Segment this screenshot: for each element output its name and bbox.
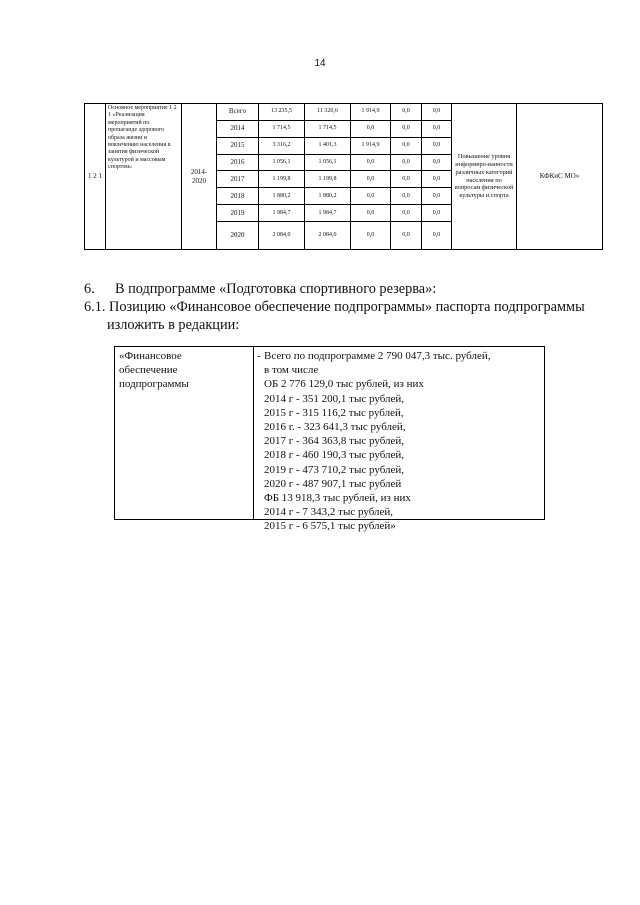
expected-result: Повышение уровня информиро-ванности различных категорий населения по вопросам физической культуры и спорта (452, 104, 517, 250)
financing-line: 2017 г - 364 363,8 тыс рублей, (264, 435, 405, 448)
row-value-fb: 0,0 (391, 154, 422, 171)
row-value-fb: 0,0 (391, 205, 422, 222)
row-value-other: 0,0 (422, 120, 452, 137)
row-value-total: 1 714,5 (259, 120, 305, 137)
row-value-total: 1 880,2 (259, 188, 305, 205)
financing-line: 2015 г - 315 116,2 тыс рублей, (264, 406, 404, 419)
financing-label (119, 349, 244, 391)
financing-label-line: «Финансовое (119, 350, 182, 362)
row-value-mo: 1 714,5 (305, 120, 351, 137)
financing-line: 2016 г. - 323 641,3 тыс рублей, (264, 421, 406, 434)
row-value-mo: 1 984,7 (305, 205, 351, 222)
row-value-ob: 0,0 (351, 154, 391, 171)
section-6-1 (84, 299, 585, 316)
row-year: 2018 (217, 188, 259, 205)
row-value-fb: 0,0 (391, 104, 422, 121)
funding-table (84, 103, 603, 250)
row-value-total: 3 316,2 (259, 137, 305, 154)
row-year: 2020 (217, 222, 259, 250)
row-value-fb: 0,0 (391, 222, 422, 250)
row-year: 2019 (217, 205, 259, 222)
row-value-fb: 0,0 (391, 171, 422, 188)
row-year: 2017 (217, 171, 259, 188)
row-value-mo: 1 056,1 (305, 154, 351, 171)
financing-line: 2019 г - 473 710,2 тыс рублей, (264, 463, 405, 476)
section-6 (84, 281, 436, 298)
row-year: Всего (217, 104, 259, 121)
financing-line: Всего по подпрограмме 2 790 047,3 тыс. рублей, (264, 350, 491, 362)
row-value-mo: 1 199,8 (305, 171, 351, 188)
row-value-fb: 0,0 (391, 120, 422, 137)
row-value-total: 13 235,5 (259, 104, 305, 121)
financing-details (264, 349, 539, 534)
page-number: 14 (314, 58, 326, 69)
financing-line: ОБ 2 776 129,0 тыс рублей, из них (264, 378, 424, 391)
row-value-total: 2 084,0 (259, 222, 305, 250)
row-value-other: 0,0 (422, 222, 452, 250)
row-value-ob: 0,0 (351, 222, 391, 250)
column-divider (253, 347, 254, 519)
row-year: 2016 (217, 154, 259, 171)
row-value-ob: 0,0 (351, 120, 391, 137)
row-value-mo: 1 880,2 (305, 188, 351, 205)
section-6-1-number: 6.1. (84, 299, 106, 315)
section-6-1-text: Позицию «Финансовое обеспечение подпрограммы» паспорта подпрограммы (109, 299, 585, 315)
row-value-ob: 0,0 (351, 171, 391, 188)
financing-box (114, 346, 545, 533)
row-value-total: 1 984,7 (259, 205, 305, 222)
section-6-text: В подпрограмме «Подготовка спортивного резерва»: (115, 281, 437, 297)
row-value-mo: 11 320,6 (305, 104, 351, 121)
financing-line: ФБ 13 918,3 тыс рублей, из них (264, 492, 411, 505)
row-value-other: 0,0 (422, 104, 452, 121)
row-value-other: 0,0 (422, 188, 452, 205)
section-6-number: 6. (84, 281, 95, 297)
row-value-mo: 1 401,3 (305, 137, 351, 154)
executor: КФКиС МО» (517, 104, 603, 250)
financing-line: 2014 г - 351 200,1 тыс рублей, (264, 392, 405, 405)
dash-marker: - (257, 350, 261, 362)
table-row (85, 104, 603, 121)
row-value-ob: 1 914,9 (351, 137, 391, 154)
row-value-ob: 0,0 (351, 188, 391, 205)
row-year: 2014 (217, 120, 259, 137)
row-year: 2015 (217, 137, 259, 154)
row-value-ob: 0,0 (351, 205, 391, 222)
row-value-other: 0,0 (422, 137, 452, 154)
row-value-fb: 0,0 (391, 188, 422, 205)
measure-code: 1 2 1 (85, 104, 106, 250)
row-value-mo: 2 084,0 (305, 222, 351, 250)
financing-line: в том числе (264, 364, 319, 377)
financing-line: 2018 г - 460 190,3 тыс рублей, (264, 449, 405, 462)
financing-label-line: подпрограммы (119, 378, 189, 390)
row-value-ob: 1 914,9 (351, 104, 391, 121)
measure-name: Основное мероприятие 1 2 1 «Реализация мероприятий по пропаганде здорового образа жизни и вовлечению населения в занятия физической культурой и массовым спортом» (106, 104, 182, 250)
row-value-other: 0,0 (422, 205, 452, 222)
measure-period: 2014-2020 (182, 104, 217, 250)
row-value-total: 1 199,8 (259, 171, 305, 188)
financing-line: 2015 г - 6 575,1 тыс рублей» (264, 520, 396, 533)
financing-label-line: обеспечение (119, 364, 178, 376)
row-value-total: 1 056,1 (259, 154, 305, 171)
row-value-other: 0,0 (422, 171, 452, 188)
financing-line: 2014 г - 7 343,2 тыс рублей, (264, 506, 394, 519)
financing-line: 2020 г - 487 907,1 тыс рублей (264, 477, 402, 490)
row-value-fb: 0,0 (391, 137, 422, 154)
row-value-other: 0,0 (422, 154, 452, 171)
section-6-1-continuation: изложить в редакции: (107, 317, 240, 333)
